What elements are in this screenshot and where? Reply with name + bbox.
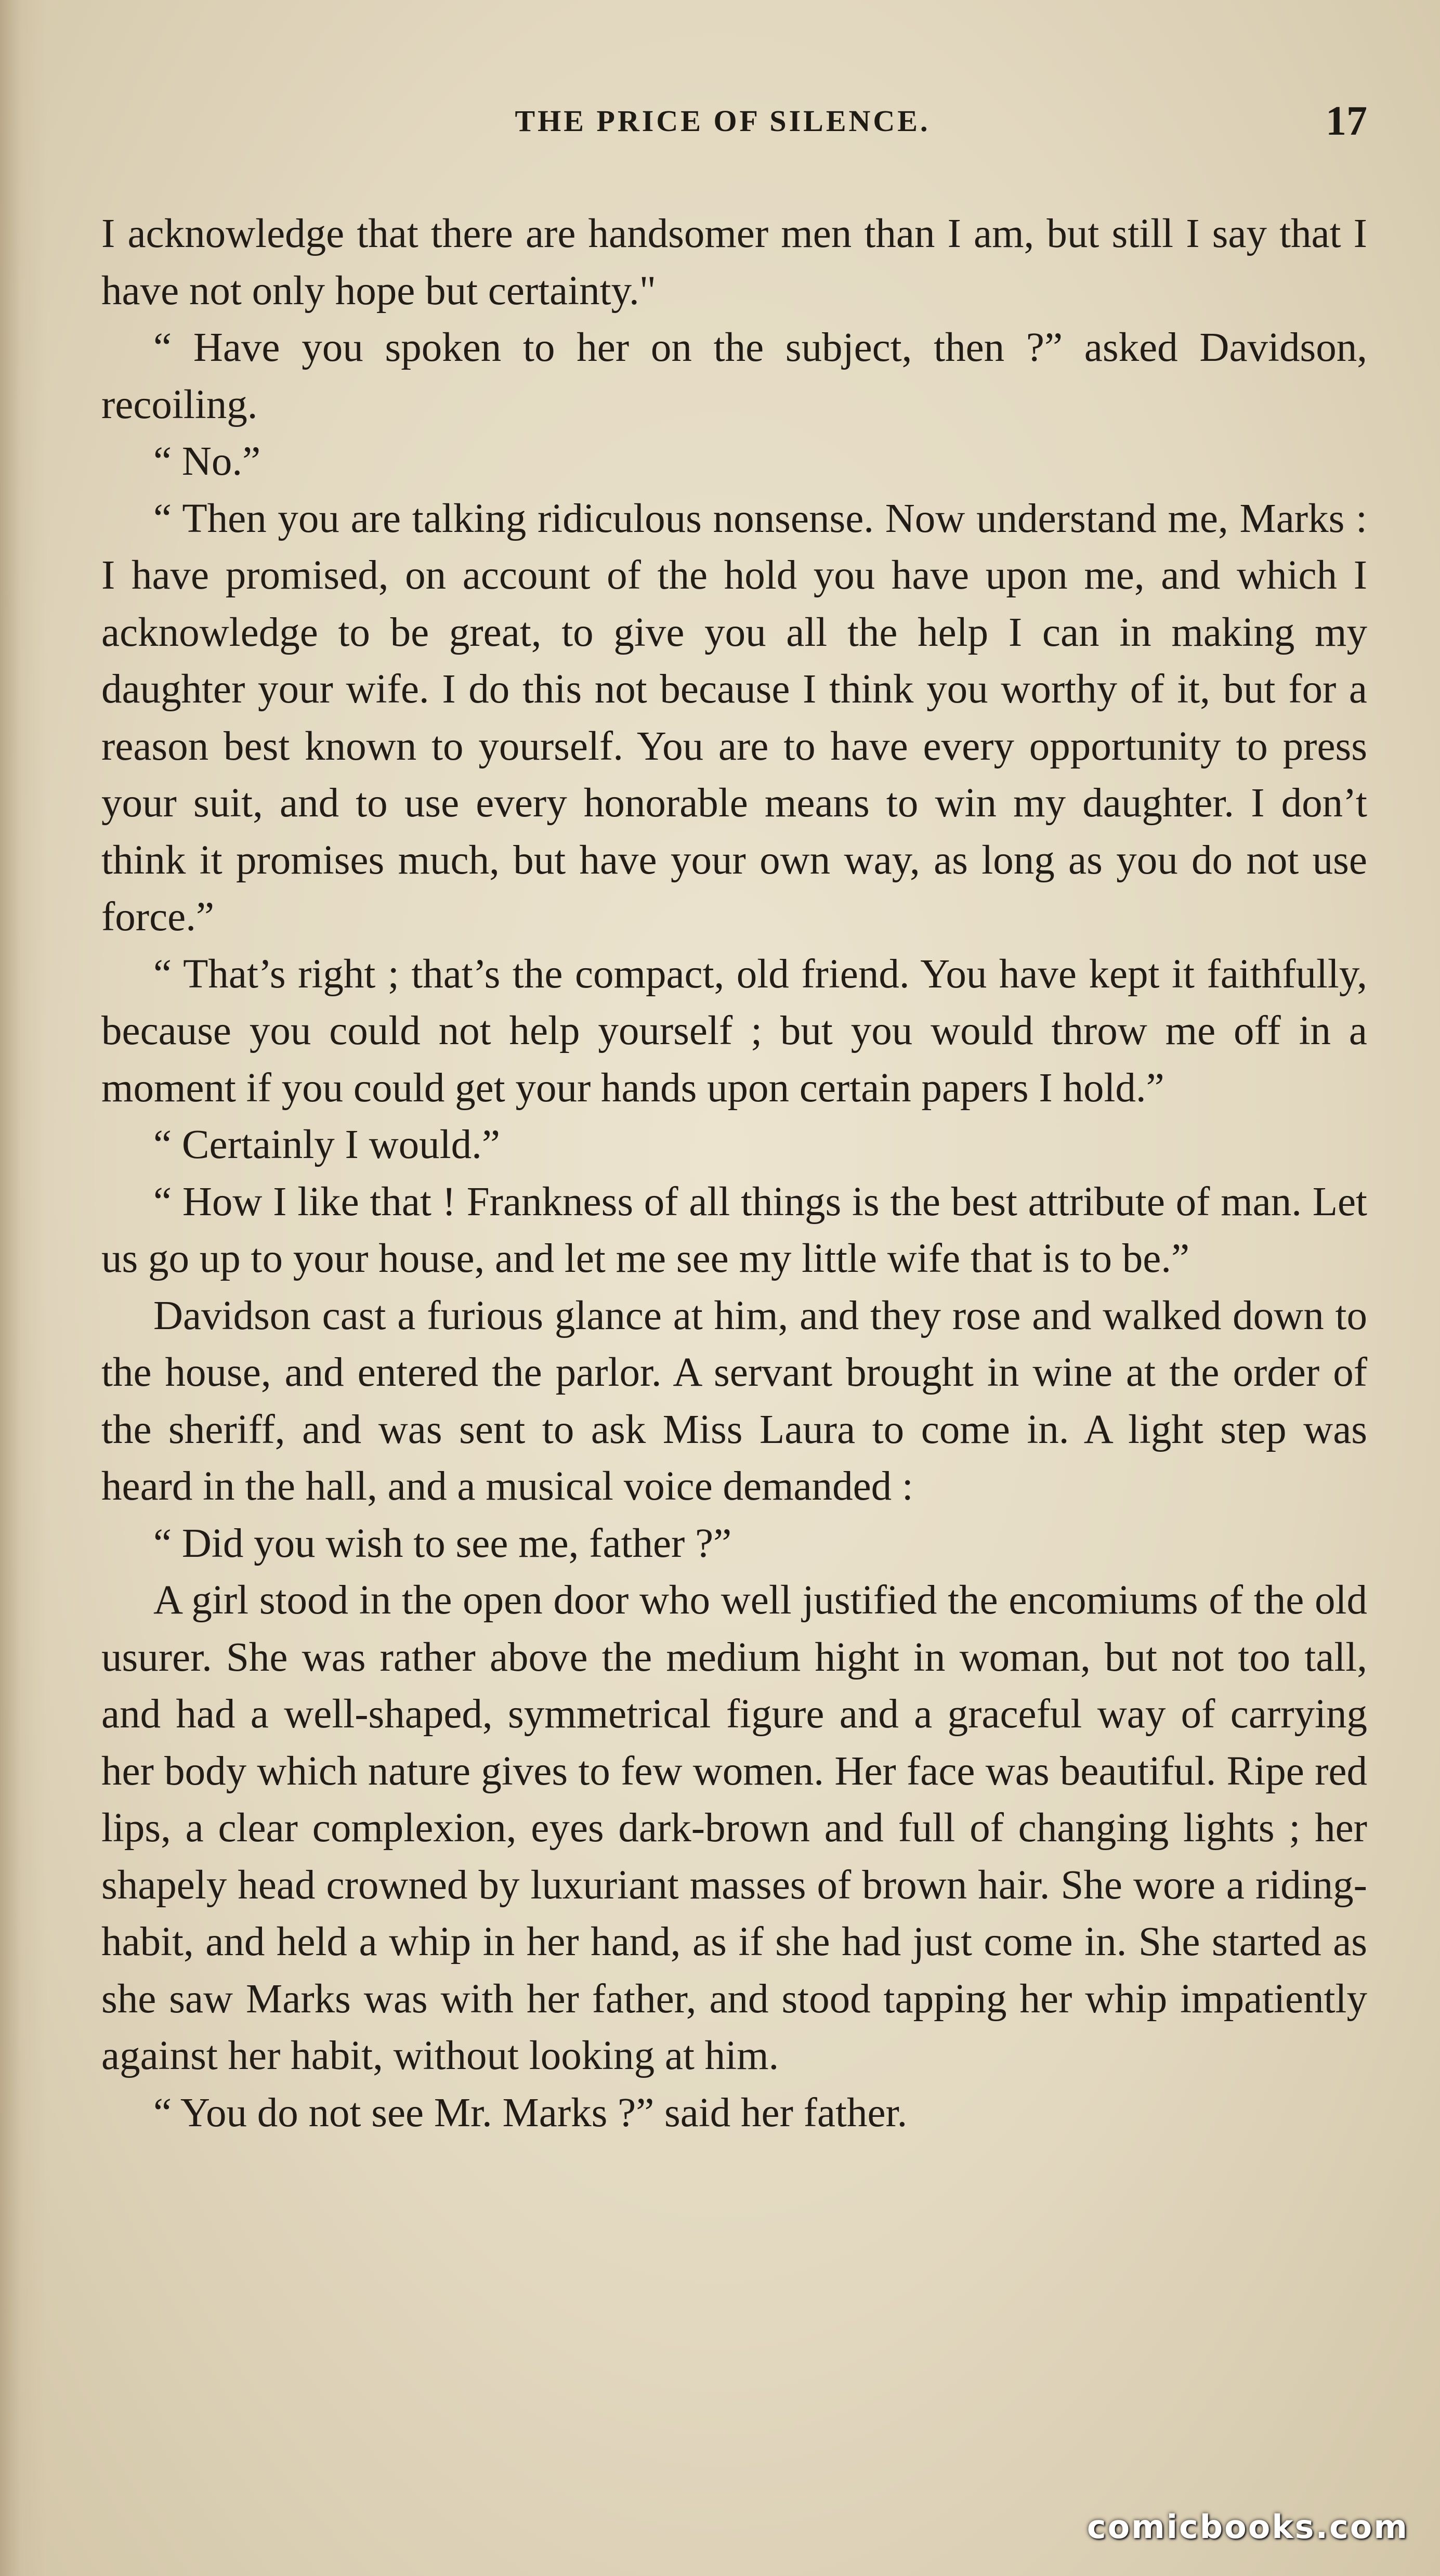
page-gutter-shadow	[0, 0, 47, 2576]
paragraph: A girl stood in the open door who well justified the encomiums of the old usurer. She was rather above the medium hight in woman, but not too tall, and had a well-shaped, symmetrical figure and a graceful way of carrying her body which nature gives to few women. Her face was beautiful. Ripe red lips, a clear complexion, eyes dark-brown and full of changing lights ; her shapely head crowned by luxuriant masses of brown hair. She wore a riding-habit, and held a whip in her hand, as if she had just come in. She started as she saw Marks was with her father, and stood tapping her whip impatiently against her habit, without looking at him.	[101, 1578, 1367, 2078]
paragraph: “ You do not see Mr. Marks ?” said her father.	[153, 2090, 908, 2136]
paragraph: I acknowledge that there are handsomer men than I am, but still I say that I have not only hope but certainty."	[101, 211, 1367, 314]
paragraph: Davidson cast a furious glance at him, and they rose and walked down to the house, and entered the parlor. A servant brought in wine at the order of the sheriff, and was sent to ask Miss Laura to come in. A light step was heard in the hall, and a musical voice demanded :	[101, 1293, 1367, 1509]
site-watermark: comicbooks.com	[1086, 2508, 1409, 2546]
paragraph: “ How I like that ! Frankness of all things is the best attribute of man. Let us go up to your house, and let me see my little wife that is to be.”	[101, 1179, 1367, 1281]
running-head: THE PRICE OF SILENCE.	[515, 104, 931, 138]
paragraph: “ Then you are talking ridiculous nonsense. Now understand me, Marks : I have promised, on account of the hold you have upon me, and which I acknowledge to be great, to give you all the help I can in making my daughter your wife. I do this not because I think you worthy of it, but for a reason best known to yourself. You are to have every opportunity to press your suit, and to use every honorable means to win my daughter. I don’t think it promises much, but have your own way, as long as you do not use force.”	[101, 496, 1367, 940]
paragraph: “ Did you wish to see me, father ?”	[153, 1520, 732, 1566]
page-number: 17	[1326, 98, 1367, 144]
paragraph: “ Certainly I would.”	[153, 1122, 500, 1167]
page-header	[78, 93, 1367, 150]
paragraph: “ No.”	[153, 439, 261, 484]
paragraph: “ That’s right ; that’s the compact, old friend. You have kept it faithfully, because you could not help yourself ; but you would throw me off in a moment if you could get your hands upon certain papers I hold.”	[101, 951, 1367, 1111]
paragraph: “ Have you spoken to her on the subject, then ?” asked Davidson, recoiling.	[101, 325, 1367, 427]
body-text	[101, 205, 1367, 2141]
